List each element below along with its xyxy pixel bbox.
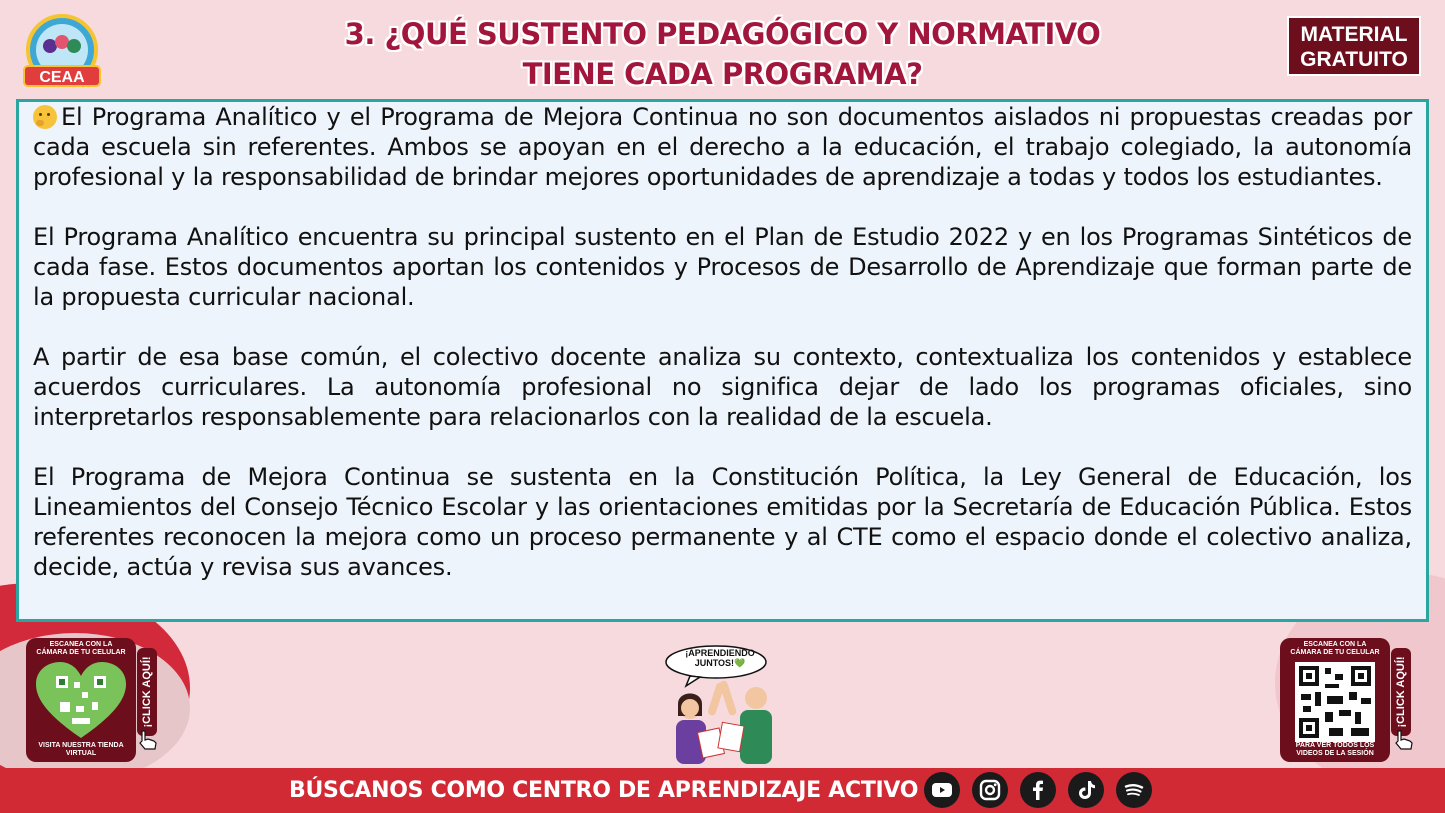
youtube-icon[interactable]: [924, 772, 960, 808]
paragraph-3: A partir de esa base común, el colectivo docente analiza su contexto, contextualiza los contenidos y establece acuerdos curriculares. La autonomía profesional no significa dejar de lado los programas oficiales, sino interpretarlos responsablemente para relacionarlos con la realidad de la escuela.: [33, 343, 1412, 431]
pointing-hand-icon: [1392, 728, 1416, 752]
page-title: [260, 14, 1185, 94]
click-here-tab-right[interactable]: [1391, 648, 1411, 736]
speech-bubble-text: [672, 648, 768, 668]
bubble-line-1: ¡APRENDIENDO: [685, 648, 755, 658]
videos-qr-bottom-line-2: VIDEOS DE LA SESIÓN: [1296, 750, 1374, 757]
title-line-2: TIENE CADA PROGRAMA?: [522, 57, 923, 91]
thinking-face-icon: [33, 105, 57, 129]
bubble-line-2: JUNTOS!💚: [694, 658, 746, 668]
badge-line-1: MATERIAL: [1300, 23, 1408, 46]
click-here-tab-left[interactable]: [137, 648, 157, 736]
paragraph-1-text: El Programa Analítico y el Programa de Mejora Continua no son documentos aislados ni propuestas creadas por cada escuela sin referentes. Ambos se apoyan en el derecho a la educación, el trabajo colegiado, la autonomía profesional y la responsabilidad de brindar mejores oportunidades de aprendizaje a todas y todos los estudiantes.: [33, 103, 1412, 191]
facebook-icon[interactable]: [1020, 772, 1056, 808]
videos-qr-bottom-line-1: PARA VER TODOS LOS: [1295, 742, 1375, 749]
heart-qr-code-icon[interactable]: [36, 662, 126, 740]
store-qr-instructions: [26, 638, 136, 657]
logo-text: CEAA: [39, 69, 85, 86]
click-here-label-left: ¡CLICK AQUÍ!: [141, 656, 153, 728]
videos-qr-instructions: [1280, 638, 1390, 657]
paragraph-4: El Programa de Mejora Continua se sustenta en la Constitución Política, la Ley General de Educación, los Lineamientos del Consejo Técnico Escolar y las orientaciones emitidas por la Secretaría de Educación Pública. Estos referentes reconocen la mejora como un proceso permanente y al CTE como el espacio donde el colectivo analiza, decide, actúa y revisa sus avances.: [33, 463, 1412, 581]
pointing-hand-icon: [136, 728, 160, 752]
tiktok-icon[interactable]: [1068, 772, 1104, 808]
instagram-icon[interactable]: [972, 772, 1008, 808]
videos-qr-top-line-1: ESCANEA CON LA: [1303, 641, 1367, 648]
square-qr-code-icon[interactable]: [1295, 662, 1375, 742]
footer-text: BÚSCANOS COMO CENTRO DE APRENDIZAJE ACTIVO: [289, 778, 919, 803]
store-qr-bottom-line-2: VIRTUAL: [65, 750, 97, 757]
videos-qr-caption: [1282, 742, 1388, 758]
free-material-badge: [1287, 16, 1421, 76]
store-qr-bottom-line-1: VISITA NUESTRA TIENDA: [38, 742, 124, 749]
title-line-1: 3. ¿QUÉ SUSTENTO PEDAGÓGICO Y NORMATIVO: [344, 17, 1101, 51]
store-qr-top-line-1: ESCANEA CON LA: [49, 641, 113, 648]
paragraph-1: [33, 102, 1412, 192]
click-here-label-right: ¡CLICK AQUÍ!: [1395, 656, 1407, 728]
ceaa-logo: [20, 12, 104, 92]
videos-qr-top-line-2: CÁMARA DE TU CELULAR: [1290, 649, 1380, 656]
badge-line-2: GRATUITO: [1300, 48, 1408, 71]
store-qr-caption: [28, 742, 134, 758]
paragraph-2: El Programa Analítico encuentra su principal sustento en el Plan de Estudio 2022 y en los Programas Sintéticos de cada fase. Estos documentos aportan los contenidos y Procesos de Desarrollo de Aprendizaje que forman parte de la propuesta curricular nacional.: [33, 223, 1412, 311]
content-box: [16, 99, 1429, 622]
spotify-icon[interactable]: [1116, 772, 1152, 808]
store-qr-top-line-2: CÁMARA DE TU CELULAR: [36, 649, 126, 656]
